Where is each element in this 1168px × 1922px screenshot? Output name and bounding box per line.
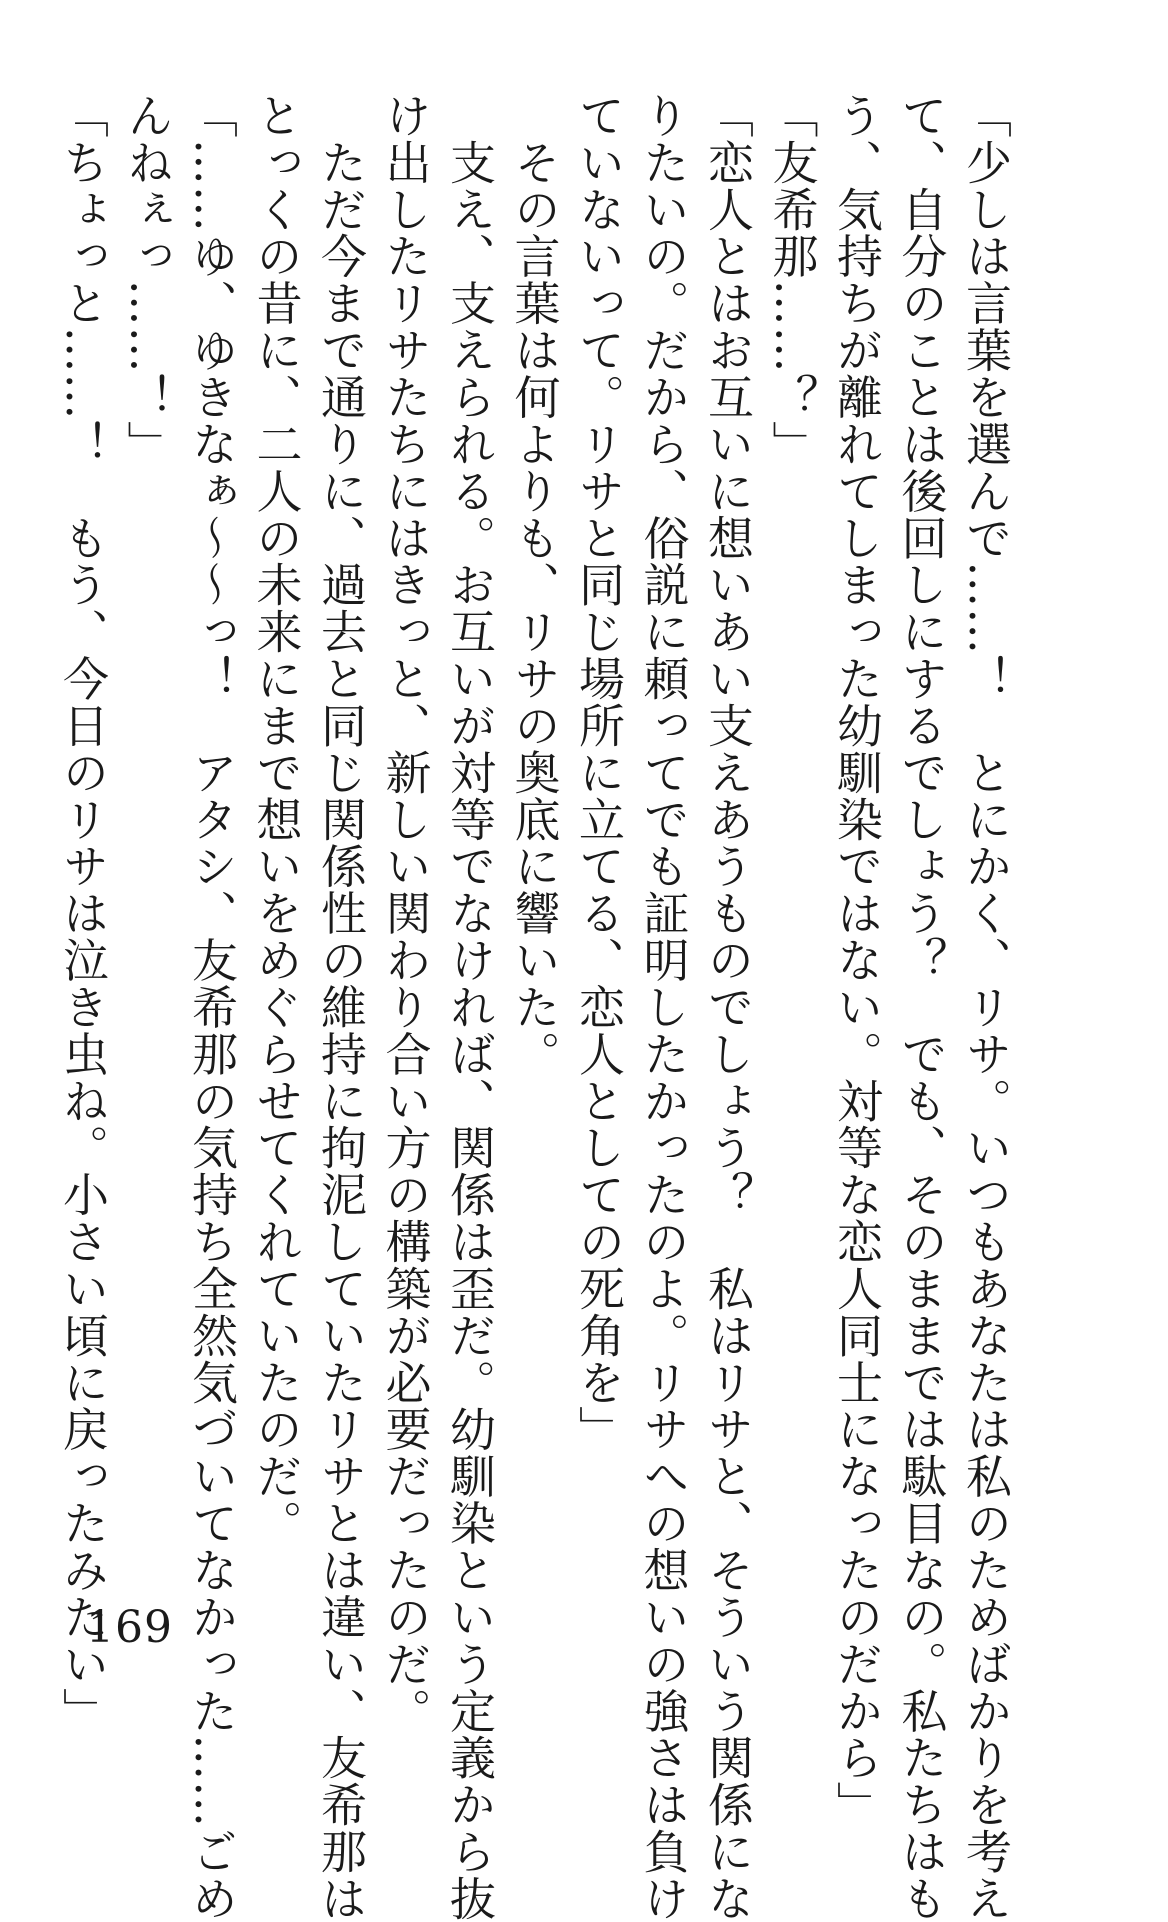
text-line-15: 「ちょっと……！ もう、今日のリサは泣き虫ね。小さい頃に戻ったみたい」 [56, 92, 110, 1735]
text-line-14: んねぇっ……！」 [120, 92, 175, 468]
text-line-2: て、自分のことは後回しにするでしょう？ でも、そのままでは駄目なの。私たちはも [894, 92, 949, 1922]
text-line-3: う、気持ちが離れてしまった幼馴染ではない。対等な恋人同士になったのだから」 [830, 92, 884, 1829]
text-line-11: ただ今まで通りに、過去と同じ関係性の維持に拘泥していたリサとは違い、友希那は [314, 92, 368, 1922]
text-line-5: 「恋人とはお互いに想いあい支えあうものでしょう？ 私はリサと、そういう関係にな [701, 92, 755, 1922]
text-line-1: 「少しは言葉を選んで……！ とにかく、リサ。いつもあなたは私のためばかりを考え [959, 92, 1013, 1922]
text-line-9: 支え、支えられる。お互いが対等でなければ、関係は歪だ。幼馴染という定義から抜 [443, 92, 497, 1922]
text-line-13: 「……ゆ、ゆきなぁ〜〜っ！ アタシ、友希那の気持ち全然気づいてなかった……ごめ [185, 92, 239, 1922]
text-line-4: 「友希那……？」 [765, 92, 820, 468]
page-number: 169 [86, 1602, 173, 1653]
text-line-8: その言葉は何よりも、リサの奥底に響いた。 [507, 92, 562, 1078]
text-line-6: りたいの。だから、俗説に頼ってでも証明したかったのよ。リサへの想いの強さは負け [636, 92, 691, 1922]
text-line-7: ていないって。リサと同じ場所に立てる、恋人としての死角を」 [572, 92, 626, 1453]
text-line-10: け出したリサたちにはきっと、新しい関わり合い方の構築が必要だったのだ。 [378, 92, 433, 1735]
text-line-12: とっくの昔に、二人の未来にまで想いをめぐらせてくれていたのだ。 [249, 92, 304, 1547]
